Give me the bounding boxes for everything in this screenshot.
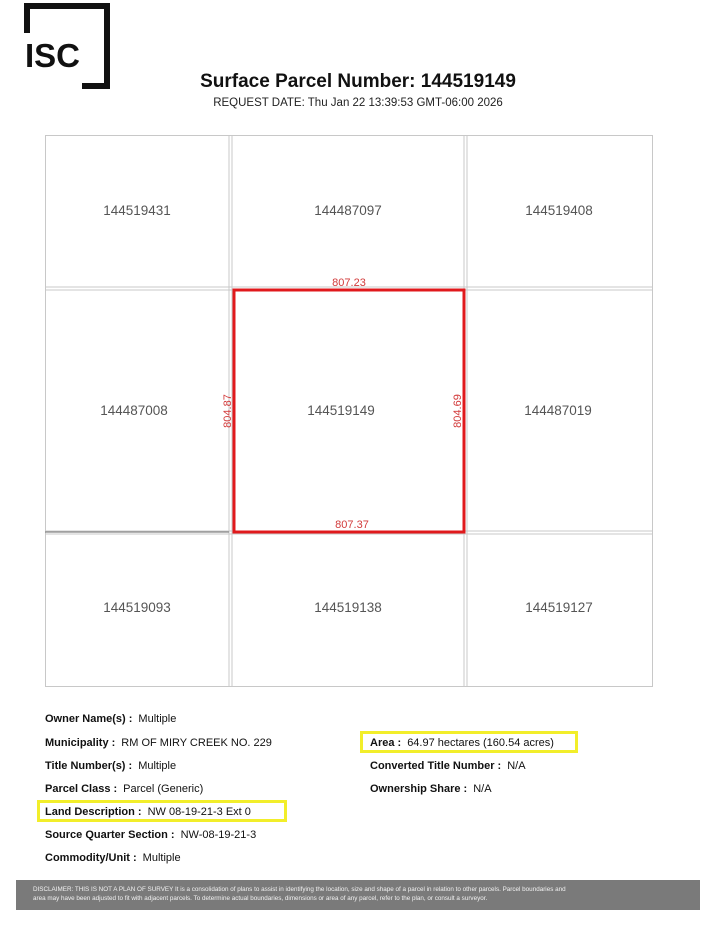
disclaimer-line-1: DISCLAIMER: THIS IS NOT A PLAN OF SURVEY It is a consolidation of plans to assist in identifying the location, size and shape of a parcel in relation to other parcels. Parcel boundaries and <box>33 886 566 893</box>
ownership-share-row: Ownership Share : N/A <box>370 783 492 795</box>
converted-title-number-row: Converted Title Number : N/A <box>370 760 526 772</box>
land-description-row: Land Description : NW 08-19-21-3 Ext 0 <box>45 806 251 818</box>
dimension-right: 804.69 <box>452 394 464 428</box>
commodity-unit-row: Commodity/Unit : Multiple <box>45 852 181 864</box>
disclaimer-banner <box>16 880 700 910</box>
request-date: REQUEST DATE: Thu Jan 22 13:39:53 GMT-06:00 2026 <box>213 97 503 109</box>
parcel-number: 144519127 <box>525 600 593 615</box>
parcel-number: 144487019 <box>524 403 592 418</box>
page-title: Surface Parcel Number: 144519149 <box>200 71 516 92</box>
dimension-left: 804.87 <box>222 394 234 428</box>
municipality-row: Municipality : RM OF MIRY CREEK NO. 229 <box>45 737 272 749</box>
subject-parcel-number: 144519149 <box>307 403 375 418</box>
dimension-bottom: 807.37 <box>335 519 369 531</box>
parcel-number: 144519138 <box>314 600 382 615</box>
parcel-map <box>45 135 653 687</box>
parcel-number: 144519093 <box>103 600 171 615</box>
parcel-number: 144487008 <box>100 403 168 418</box>
parcel-number: 144519408 <box>525 203 593 218</box>
title-numbers-row: Title Number(s) : Multiple <box>45 760 177 772</box>
parcel-number: 144487097 <box>314 203 382 218</box>
dimension-top: 807.23 <box>332 277 366 289</box>
disclaimer-line-2: area may have been adjusted to fit with adjacent parcels. To determine actual boundaries, dimensions or area of any parcel, refer to the plan, or consult a surveyor. <box>33 895 488 902</box>
area-row: Area : 64.97 hectares (160.54 acres) <box>370 737 554 749</box>
source-quarter-section-row: Source Quarter Section : NW-08-19-21-3 <box>45 829 257 841</box>
parcel-class-row: Parcel Class : Parcel (Generic) <box>45 783 204 795</box>
owner-names-row: Owner Name(s) : Multiple <box>45 713 177 725</box>
logo-text: ISC <box>25 37 81 74</box>
parcel-number: 144519431 <box>103 203 171 218</box>
